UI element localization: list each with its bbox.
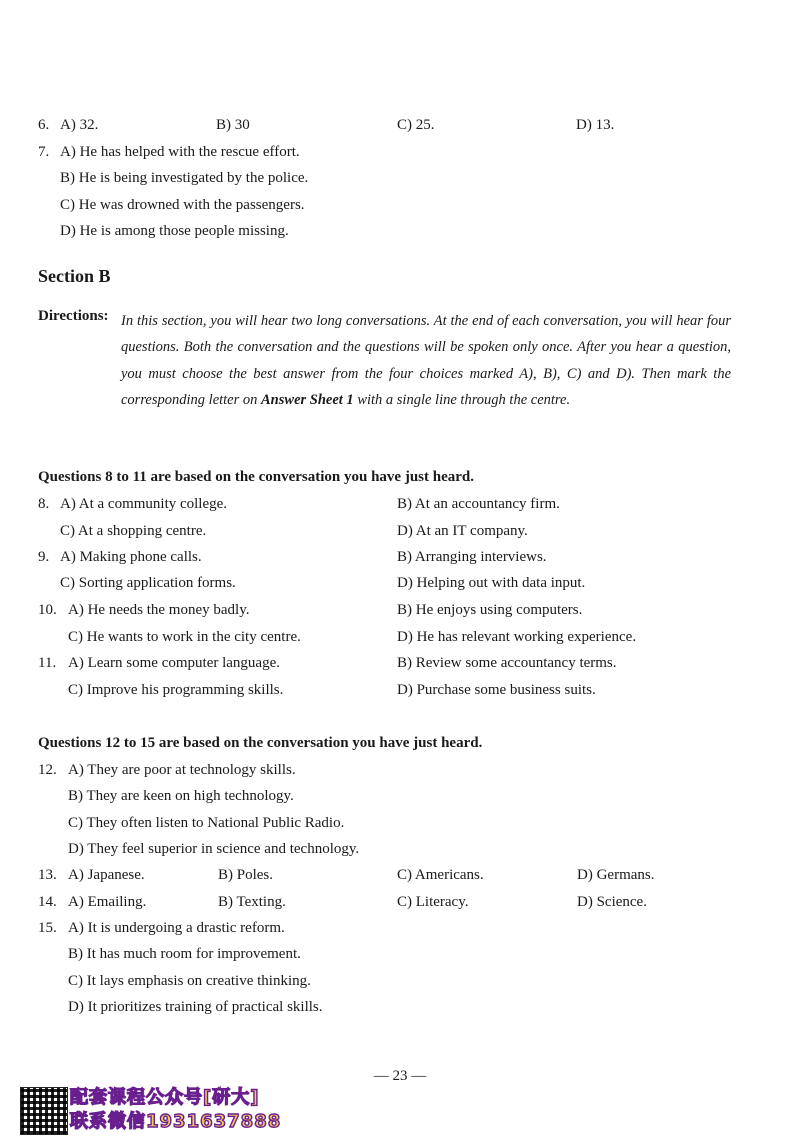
q13-number: 13.	[38, 867, 57, 883]
q7-option-b: B) He is being investigated by the police.	[60, 170, 309, 186]
q8-number: 8.	[38, 496, 50, 512]
directions-text	[121, 308, 731, 413]
q8-option-b: B) At an accountancy firm.	[397, 496, 560, 512]
q11-number: 11.	[38, 655, 57, 671]
q14-number: 14.	[38, 894, 57, 910]
q8-option-c: C) At a shopping centre.	[60, 523, 207, 539]
q11-option-c: C) Improve his programming skills.	[68, 682, 284, 698]
q12-option-a: A) They are poor at technology skills.	[68, 762, 296, 778]
q14-option-c: C) Literacy.	[397, 894, 469, 910]
q9-option-a: A) Making phone calls.	[60, 549, 202, 565]
promo-badge	[20, 1087, 310, 1135]
q13-option-c: C) Americans.	[397, 867, 484, 883]
q13-option-a: A) Japanese.	[68, 867, 145, 883]
q15-option-a: A) It is undergoing a drastic reform.	[68, 920, 285, 936]
q15-number: 15.	[38, 920, 57, 936]
q13-option-b: B) Poles.	[218, 867, 274, 883]
q11-option-d: D) Purchase some business suits.	[397, 682, 596, 698]
q10-option-c: C) He wants to work in the city centre.	[68, 629, 301, 645]
group1-heading: Questions 8 to 11 are based on the conversation you have just heard.	[38, 469, 474, 485]
qr-code-icon	[20, 1087, 68, 1135]
page-number: — 23 —	[373, 1068, 427, 1084]
q12-number: 12.	[38, 762, 57, 778]
q6-option-a: A) 32.	[60, 117, 99, 133]
promo-line-1: 配套课程公众号[研大]	[70, 1087, 260, 1108]
q15-option-b: B) It has much room for improvement.	[68, 946, 301, 962]
q6-option-d: D) 13.	[576, 117, 615, 133]
section-title: Section B	[38, 266, 111, 286]
directions-text-after: with a single line through the centre.	[353, 391, 571, 408]
q8-option-a: A) At a community college.	[60, 496, 228, 512]
q12-option-c: C) They often listen to National Public Radio.	[68, 815, 345, 831]
q14-option-b: B) Texting.	[218, 894, 286, 910]
q6-option-c: C) 25.	[397, 117, 435, 133]
promo-line-2: 联系微信1931637888	[70, 1111, 282, 1132]
q10-option-a: A) He needs the money badly.	[68, 602, 250, 618]
q9-option-c: C) Sorting application forms.	[60, 575, 236, 591]
q9-option-d: D) Helping out with data input.	[397, 575, 586, 591]
directions-text-before: In this section, you will hear two long conversations. At the end of each conversation, you will hear four questions. Both the conversation and the questions will be spoken only once. After you hear a question, you must choose the best answer from the four choices marked A), B), C) and D). Then mark the corresponding letter on	[121, 313, 731, 408]
q14-option-a: A) Emailing.	[68, 894, 147, 910]
q11-option-a: A) Learn some computer language.	[68, 655, 280, 671]
q8-option-d: D) At an IT company.	[397, 523, 528, 539]
q6-option-b: B) 30	[216, 117, 250, 133]
q7-option-d: D) He is among those people missing.	[60, 223, 289, 239]
q9-option-b: B) Arranging interviews.	[397, 549, 547, 565]
q13-option-d: D) Germans.	[577, 867, 655, 883]
q12-option-b: B) They are keen on high technology.	[68, 788, 294, 804]
q14-option-d: D) Science.	[577, 894, 647, 910]
group2-heading: Questions 12 to 15 are based on the conversation you have just heard.	[38, 735, 483, 751]
q9-number: 9.	[38, 549, 50, 565]
q7-number: 7.	[38, 144, 50, 160]
q15-option-d: D) It prioritizes training of practical skills.	[68, 999, 323, 1015]
q10-option-b: B) He enjoys using computers.	[397, 602, 583, 618]
q10-option-d: D) He has relevant working experience.	[397, 629, 637, 645]
q7-option-a: A) He has helped with the rescue effort.	[60, 144, 300, 160]
answer-sheet-label: Answer Sheet 1	[261, 391, 354, 408]
q10-number: 10.	[38, 602, 57, 618]
directions-label: Directions:	[38, 308, 109, 324]
q15-option-c: C) It lays emphasis on creative thinking.	[68, 973, 311, 989]
q7-option-c: C) He was drowned with the passengers.	[60, 197, 305, 213]
q12-option-d: D) They feel superior in science and technology.	[68, 841, 360, 857]
q11-option-b: B) Review some accountancy terms.	[397, 655, 617, 671]
q6-number: 6.	[38, 117, 50, 133]
